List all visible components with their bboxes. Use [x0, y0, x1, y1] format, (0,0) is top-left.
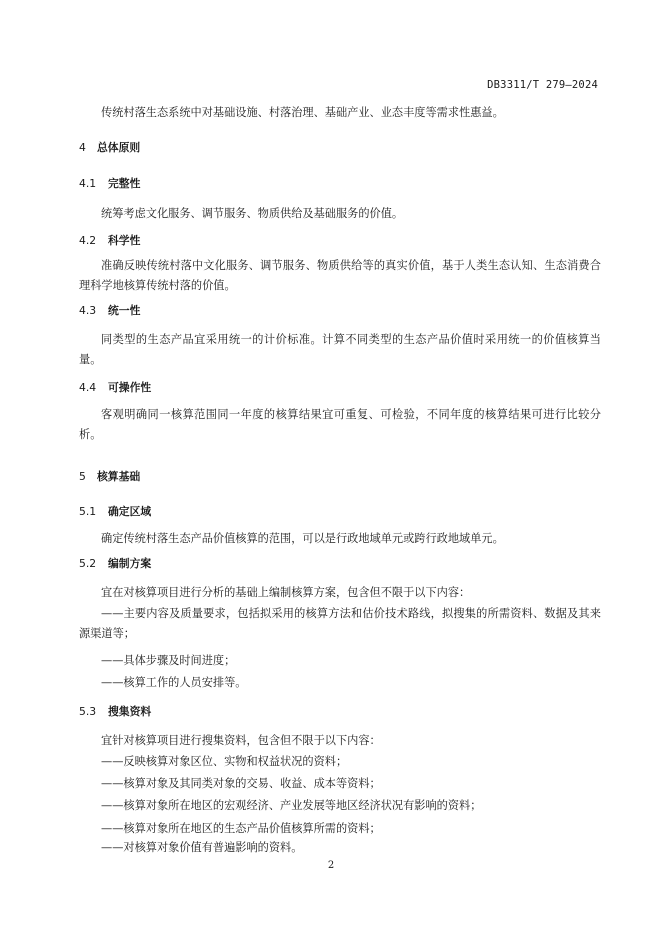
body-paragraph: 宜在对核算项目进行分析的基础上编制核算方案，包含但不限于以下内容：	[101, 586, 471, 599]
dash-list-item: ——核算对象及其同类对象的交易、收益、成本等资料；	[101, 777, 381, 790]
clause-heading-4-3	[79, 303, 140, 318]
clause-number: 4.2	[79, 234, 97, 247]
clause-number: 4.4	[79, 381, 97, 394]
body-paragraph: 传统村落生态系统中对基础设施、村落治理、基础产业、业态丰度等需求性惠益。	[101, 106, 504, 119]
clause-heading-4-4	[79, 380, 151, 395]
dash-list-item: ——核算工作的人员安排等。	[101, 676, 247, 689]
body-paragraph: 客观明确同一核算范围同一年度的核算结果宜可重复、可检验，不同年度的核算结果可进行比较分析。	[79, 408, 601, 441]
body-paragraph: 同类型的生态产品宜采用统一的计价标准。计算不同类型的生态产品价值时采用统一的价值核算当量。	[79, 333, 601, 366]
clause-heading-5-3	[79, 704, 151, 719]
dash-list-item: ——反映核算对象区位、实物和权益状况的资料；	[101, 755, 348, 768]
clause-number: 5.1	[79, 505, 97, 518]
standard-code: DB3311/T 279—2024	[487, 79, 598, 91]
clause-number: 4.3	[79, 304, 97, 317]
clause-heading-4-2	[79, 233, 140, 248]
dash-list-item: ——主要内容及质量要求，包括拟采用的核算方法和估价技术路线，拟搜集的所需资料、数据及其来源渠道等；	[79, 607, 601, 640]
clause-title: 搜集资料	[108, 705, 152, 718]
dash-list-item: ——对核算对象价值有普遍影响的资料。	[101, 841, 303, 854]
clause-title: 统一性	[108, 304, 141, 317]
clause-title: 科学性	[108, 234, 141, 247]
clause-title: 编制方案	[108, 557, 152, 570]
clause-title: 可操作性	[108, 381, 152, 394]
clause-title: 完整性	[108, 177, 141, 190]
dash-list-item: ——核算对象所在地区的宏观经济、产业发展等地区经济状况有影响的资料；	[101, 799, 482, 812]
section-title: 总体原则	[97, 141, 141, 154]
clause-number: 4.1	[79, 177, 97, 190]
clause-title: 确定区域	[108, 505, 152, 518]
body-paragraph: 统筹考虑文化服务、调节服务、物质供给及基础服务的价值。	[101, 207, 404, 220]
section-number: 4	[79, 141, 86, 154]
dash-list-item: ——核算对象所在地区的生态产品价值核算所需的资料；	[101, 822, 381, 835]
dash-list-item: ——具体步骤及时间进度；	[101, 654, 236, 667]
clause-heading-5-1	[79, 504, 151, 519]
section-title: 核算基础	[97, 470, 141, 483]
clause-heading-5-2	[79, 556, 151, 571]
section-number: 5	[79, 470, 86, 483]
section-heading-4	[79, 140, 140, 155]
clause-number: 5.2	[79, 557, 97, 570]
clause-heading-4-1	[79, 176, 140, 191]
page-number: 2	[327, 860, 335, 871]
body-paragraph: 确定传统村落生态产品价值核算的范围，可以是行政地域单元或跨行政地域单元。	[101, 532, 504, 545]
clause-number: 5.3	[79, 705, 97, 718]
section-heading-5	[79, 469, 140, 484]
body-paragraph: 准确反映传统村落中文化服务、调节服务、物质供给等的真实价值，基于人类生态认知、生态消费合理科学地核算传统村落的价值。	[79, 259, 601, 292]
body-paragraph: 宜针对核算项目进行搜集资料，包含但不限于以下内容：	[101, 734, 381, 747]
